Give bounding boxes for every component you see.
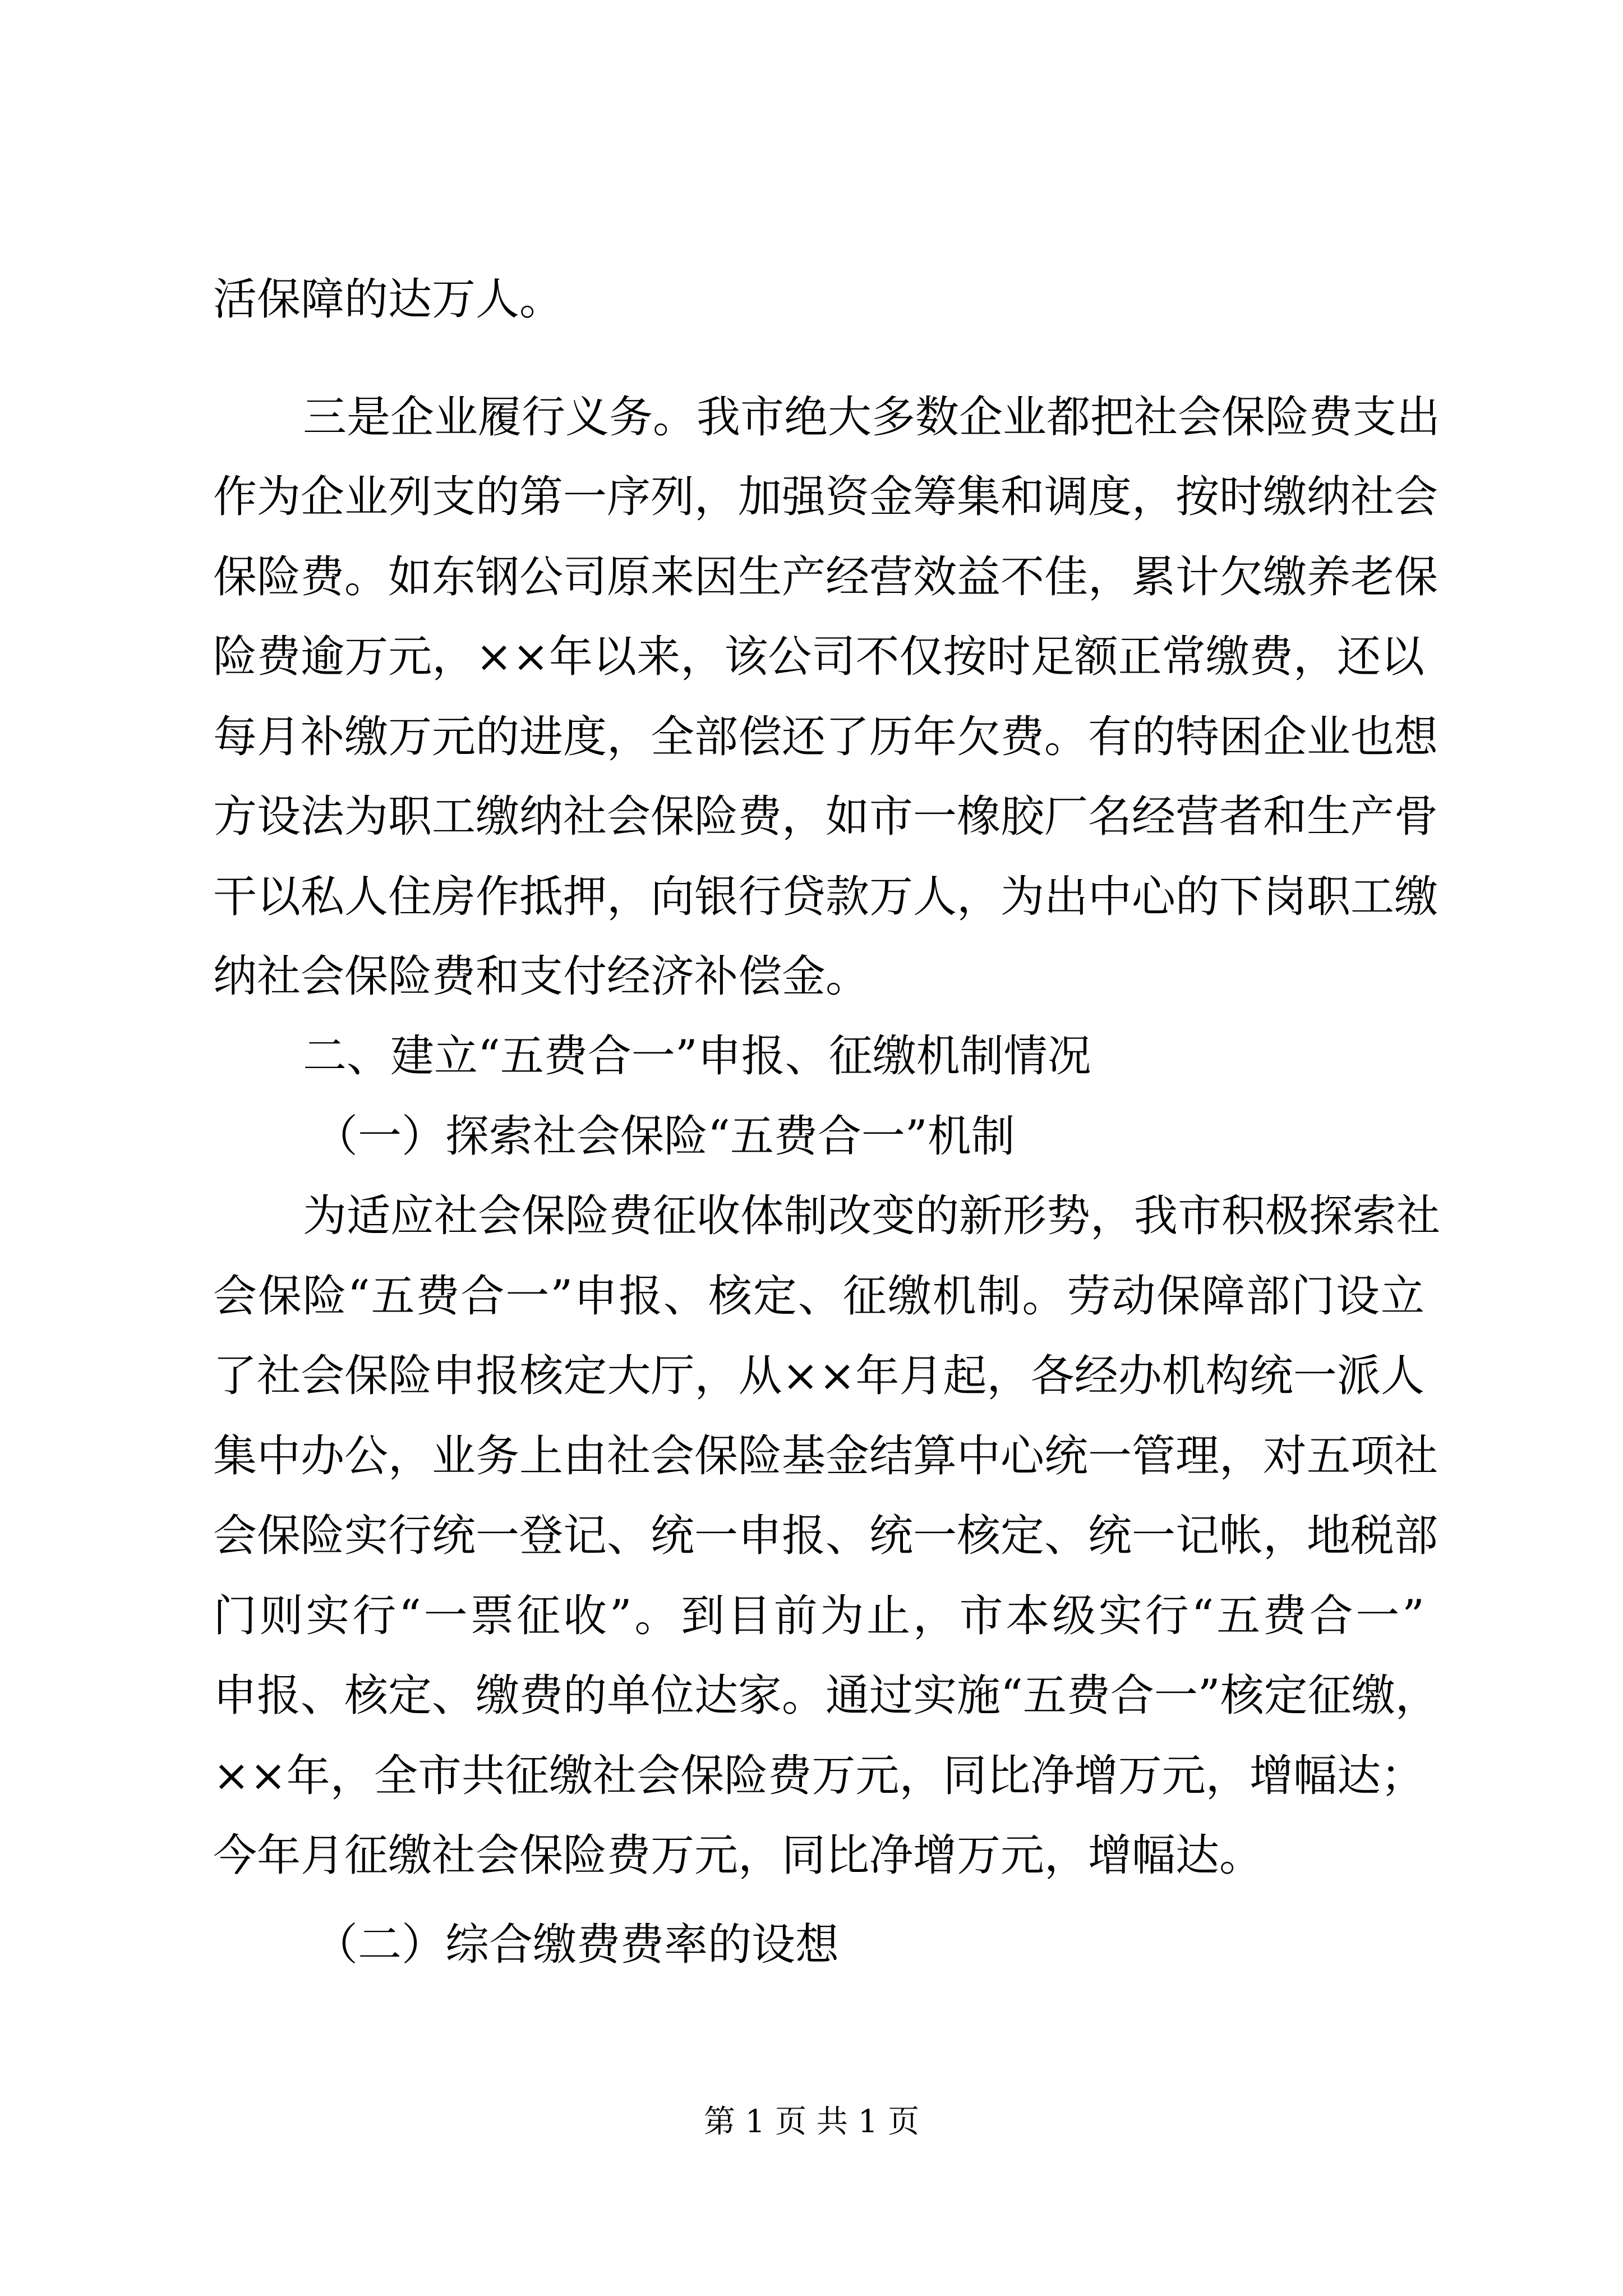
subsection-heading: （一）探索社会保险“五费合一”机制 (314, 1111, 1015, 1162)
paragraph-line: 三是企业履行义务。我市绝大多数企业都把社会保险费支出 (303, 392, 1441, 443)
paragraph-line: 作为企业列支的第一序列，加强资金筹集和调度，按时缴纳社会 (213, 472, 1438, 522)
subsection-heading: （二）综合缴费费率的设想 (314, 1920, 840, 1970)
paragraph-line: 每月补缴万元的进度，全部偿还了历年欠费。有的特困企业也想 (213, 712, 1438, 762)
paragraph-line: 为适应社会保险费征收体制改变的新形势，我市积极探索社 (303, 1191, 1441, 1241)
paragraph-line: 申报、核定、缴费的单位达家。通过实施“五费合一”核定征缴， (213, 1671, 1439, 1721)
section-heading: 二、建立“五费合一”申报、征缴机制情况 (303, 1031, 1091, 1082)
paragraph-line: 方设法为职工缴纳社会保险费，如市一橡胶厂名经营者和生产骨 (213, 792, 1438, 842)
paragraph-line: ××年，全市共征缴社会保险费万元，同比净增万元，增幅达； (213, 1751, 1424, 1801)
paragraph-line: 活保障的达万人。 (213, 274, 564, 325)
paragraph-line: 纳社会保险费和支付经济补偿金。 (213, 951, 870, 1002)
paragraph-line: 会保险实行统一登记、统一申报、统一核定、统一记帐，地税部 (213, 1511, 1438, 1561)
paragraph-line: 今年月征缴社会保险费万元，同比净增万元，增幅达。 (213, 1830, 1264, 1881)
paragraph-line: 了社会保险申报核定大厅，从××年月起，各经办机构统一派人 (213, 1351, 1424, 1401)
paragraph-line: 门则实行“一票征收”。到目前为止，市本级实行“五费合一” (213, 1591, 1424, 1641)
paragraph-line: 险费逾万元，××年以来，该公司不仅按时足额正常缴费，还以 (213, 632, 1424, 682)
paragraph-line: 集中办公，业务上由社会保险基金结算中心统一管理，对五项社 (213, 1431, 1438, 1481)
paragraph-line: 干以私人住房作抵押，向银行贷款万人，为出中心的下岗职工缴 (213, 872, 1438, 922)
paragraph-line: 保险费。如东钢公司原来因生产经营效益不佳，累计欠缴养老保 (213, 552, 1438, 602)
page-number-footer: 第 1 页 共 1 页 (703, 2104, 920, 2140)
paragraph-line: 会保险“五费合一”申报、核定、征缴机制。劳动保障部门设立 (213, 1271, 1424, 1322)
